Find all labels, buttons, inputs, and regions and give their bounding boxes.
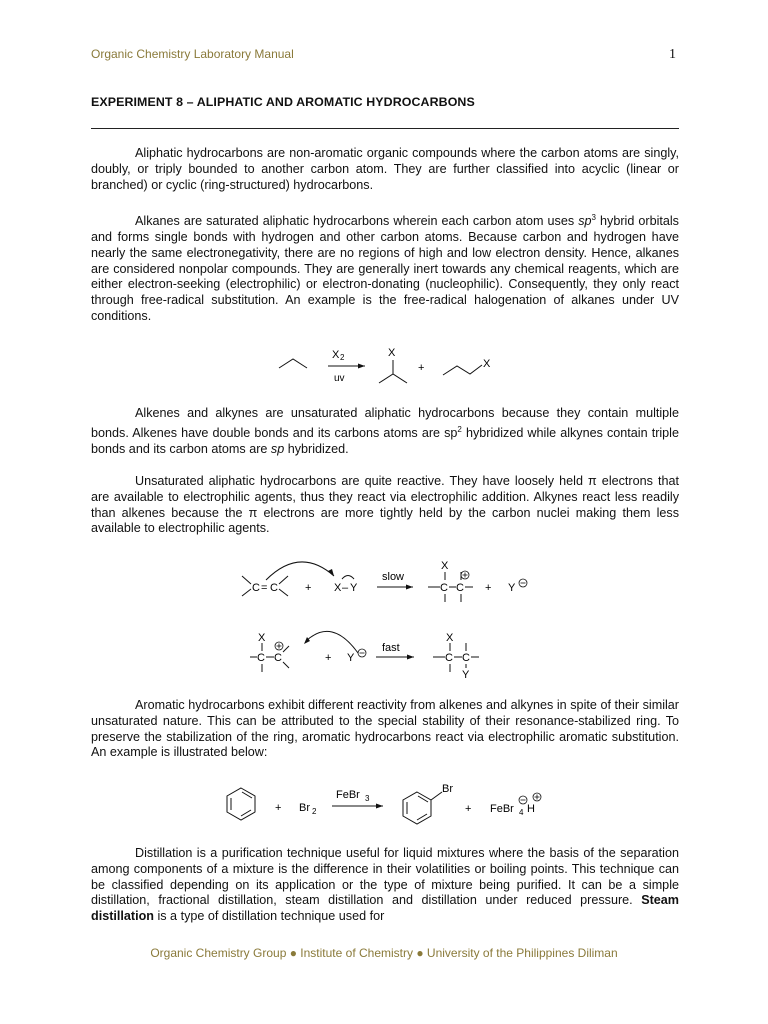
product-y: Y: [462, 669, 470, 680]
steam-distillation-bold: Steam distillation: [91, 893, 679, 924]
plus-sign: +: [418, 362, 425, 374]
alkene-carbon-1: C: [252, 582, 260, 594]
carbocation-carbon-1: C: [440, 582, 448, 594]
febr4-sub: 4: [519, 808, 524, 817]
alkene-carbon-2: C: [270, 582, 278, 594]
reagent-sub: 2: [340, 353, 345, 362]
plus-sign-1: +: [275, 802, 282, 814]
title-rule: [91, 128, 679, 129]
paragraph-aromatic: Aromatic hydrocarbons exhibit different reactivity from alkenes and alkynes in spite of their similar unsaturated nature. This can be attributed to the special stability of their resonance-stabilized ring. To preserve the stabilization of the ring, aromatic hydrocarbons react via electrophilic aromatic substitution. An example is illustrated below:: [91, 698, 679, 760]
nucleophile-arrow-curve: [306, 631, 358, 653]
carbocation-x: X: [258, 632, 266, 644]
fast-arrowhead: [407, 655, 414, 660]
nucleophile-y: Y: [347, 652, 355, 664]
reagent-x: X: [332, 349, 340, 361]
bromination-arrowhead: [376, 804, 383, 809]
propyl-structure: [443, 365, 482, 375]
paragraph-alkanes-text-a: Alkanes are saturated aliphatic hydrocarbons wherein each carbon atom uses: [135, 214, 579, 229]
arrowhead: [358, 364, 365, 369]
propane-structure: [279, 359, 307, 368]
fast-label: fast: [382, 642, 400, 654]
alkene-bond-ur: [279, 576, 288, 584]
paragraph-unsaturated: Unsaturated aliphatic hydrocarbons are quite reactive. They have loosely held π electrons that are available to electrophilic agents, thus they react via electrophilic addition. Alkynes react less readily than alkenes because the π electrons are more tightly held by the carbon nuclei making them less available to electrophilic agents.: [91, 474, 679, 536]
bromination-scheme: [220, 778, 560, 834]
carbocation-lr-bond: [283, 662, 289, 668]
electrophilic-addition-slow-scheme: [230, 552, 540, 614]
paragraph-distillation-text-a: Distillation is a purification technique useful for liquid mixtures where the basis of the separation among components of a mixture is the difference in their volatilities or boiling points. This technique can be classified depending on its application or the type of mixture being purified. It can be a simple distillation, fractional distillation, steam distillation and distillation under reduced pressure.: [91, 846, 679, 908]
experiment-title: EXPERIMENT 8 – ALIPHATIC AND AROMATIC HYDROCARBONS: [91, 95, 475, 109]
carbocation-carbon-2: C: [274, 652, 282, 664]
electrophilic-addition-fast-scheme: [250, 615, 500, 680]
plus-sign-1: +: [305, 582, 312, 594]
product-carbon-1: C: [445, 652, 453, 664]
carbocation-ur-bond: [283, 646, 289, 652]
sp2-superscript: 2: [457, 424, 462, 434]
page-number: 1: [669, 47, 676, 62]
catalyst-sub: 3: [365, 794, 370, 803]
slow-label: slow: [382, 571, 405, 583]
bromine-label: Br: [442, 783, 453, 795]
paragraph-distillation: [91, 846, 679, 925]
slow-arrowhead: [406, 585, 413, 590]
sp-italic-2: sp: [270, 441, 285, 456]
electrophile-x: X: [334, 582, 342, 594]
paragraph-alkanes: [91, 210, 679, 325]
paragraph-alkenes: [91, 406, 679, 458]
c-br-bond: [431, 792, 442, 800]
paragraph-alkenes-text-b: hybridized while alkynes contain triple bonds and its carbon atoms are: [91, 425, 679, 456]
heterolysis-arrow: [342, 576, 354, 580]
paragraph-alkenes-text-c: hybridized.: [284, 441, 349, 456]
plus-sign: +: [325, 652, 332, 664]
electrophile-y: Y: [350, 582, 358, 594]
plus-sign-2: +: [465, 803, 472, 815]
carbocation-carbon-2: C: [456, 582, 464, 594]
alkene-bond-ll: [242, 589, 251, 596]
nucleophile-y: Y: [508, 582, 516, 594]
plus-sign-2: +: [485, 582, 492, 594]
carbocation-x: X: [441, 560, 449, 572]
bromine-sub: 2: [312, 807, 317, 816]
double-bond-sign: =: [261, 582, 268, 594]
isopropyl-structure: [379, 374, 407, 383]
electron-arrowhead: [328, 569, 334, 576]
sp-italic: sp: [578, 214, 592, 229]
electron-arrow-curve: [266, 562, 334, 580]
product-x-label: X: [388, 347, 396, 359]
sp-superscript: 3: [591, 213, 596, 222]
catalyst-label: FeBr: [336, 789, 360, 801]
paragraph-aliphatic: Aliphatic hydrocarbons are non-aromatic organic compounds where the carbon atoms are singly, doubly, or triply bounded to another carbon atom. They are further classified into acyclic (linear or branched) or cyclic (ring-structured) hydrocarbons.: [91, 146, 679, 192]
alkene-bond-ul: [242, 576, 251, 584]
halogenation-scheme: [270, 340, 510, 390]
proton-label: H: [527, 803, 535, 815]
bromine-reagent: Br: [299, 802, 310, 814]
paragraph-distillation-text-b: is a type of distillation technique used for: [153, 909, 385, 924]
uv-condition: uv: [334, 373, 345, 384]
paragraph-alkanes-text-b: hybrid orbitals and forms single bonds with hydrogen and other carbon atoms. Because carbon and hydrogen have nearly the same electronegativity, there are no regions of high and low electron density. Hence, alkanes are considered nonpolar compounds. They are generally inert towards any chemical reagents, which are either electron-seeking (electrophilic) or electron-donating (nucleophilic). Consequently, they only react through free-radical substitution. An example is the free-radical halogenation of alkanes under UV conditions.: [91, 214, 679, 323]
alkene-bond-lr: [279, 589, 288, 596]
page-footer: Organic Chemistry Group ● Institute of Chemistry ● University of the Philippines Diliman: [150, 946, 618, 960]
product-x-label-2: X: [483, 358, 491, 370]
product-x: X: [446, 632, 454, 644]
carbocation-carbon-1: C: [257, 652, 265, 664]
electrophile-bond: –: [342, 582, 349, 594]
febr4-label: FeBr: [490, 803, 514, 815]
manual-title: Organic Chemistry Laboratory Manual: [91, 47, 294, 61]
paragraph-alkenes-text-a: Alkenes and alkynes are unsaturated aliphatic hydrocarbons because they contain multiple bonds. Alkenes have double bonds and its carbons atoms are sp: [91, 406, 679, 440]
product-carbon-2: C: [462, 652, 470, 664]
